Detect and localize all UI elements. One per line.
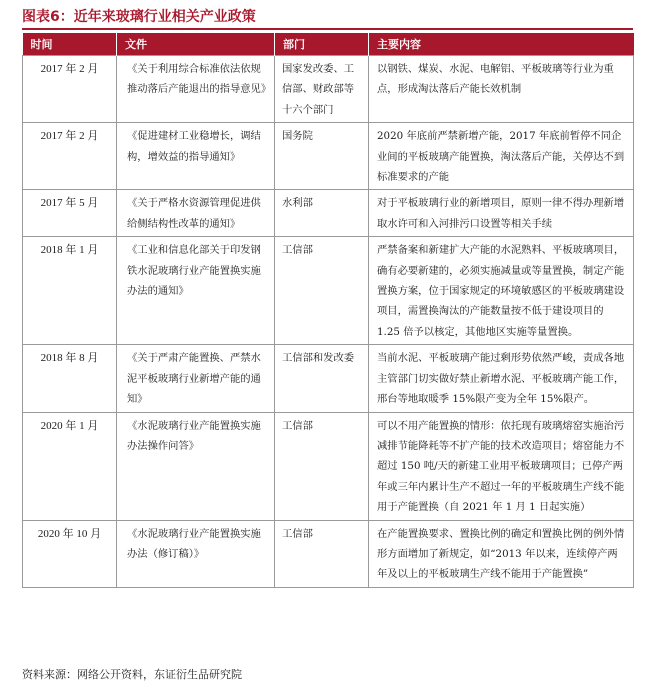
header-content: 主要内容 [369, 33, 634, 56]
cell-time: 2020 年 1 月 [23, 412, 117, 520]
cell-dept: 国家发改委、工信部、财政部等十六个部门 [275, 56, 369, 123]
cell-dept: 工信部 [275, 520, 369, 587]
table-row [23, 123, 634, 190]
cell-dept: 工信部 [275, 412, 369, 520]
cell-dept: 工信部和发改委 [275, 345, 369, 412]
cell-time: 2018 年 8 月 [23, 345, 117, 412]
cell-time: 2018 年 1 月 [23, 237, 117, 345]
cell-time: 2017 年 2 月 [23, 123, 117, 190]
cell-content: 在产能置换要求、置换比例的确定和置换比例的例外情形方面增加了新规定，如“2013 年以来，连续停产两年及以上的平板玻璃生产线不能用于产能置换” [369, 520, 634, 587]
cell-file: 《工业和信息化部关于印发钢铁水泥玻璃行业产能置换实施办法的通知》 [117, 237, 275, 345]
cell-file: 《关于严格水资源管理促进供给侧结构性改革的通知》 [117, 190, 275, 237]
cell-file: 《关于严肃产能置换、严禁水泥平板玻璃行业新增产能的通知》 [117, 345, 275, 412]
title-divider [22, 28, 633, 30]
figure-title: 图表6：近年来玻璃行业相关产业政策 [22, 9, 256, 25]
cell-content: 对于平板玻璃行业的新增项目，原则一律不得办理新增取水许可和入河排污口设置等相关手续 [369, 190, 634, 237]
header-dept: 部门 [275, 33, 369, 56]
cell-content: 当前水泥、平板玻璃产能过剩形势依然严峻，责成各地主管部门切实做好禁止新增水泥、平板玻璃产能工作，邢台等地取暖季 15%限产变为全年 15%限产。 [369, 345, 634, 412]
cell-time: 2020 年 10 月 [23, 520, 117, 587]
policy-table [22, 33, 634, 588]
cell-time: 2017 年 5 月 [23, 190, 117, 237]
table-body [23, 56, 634, 588]
cell-time: 2017 年 2 月 [23, 56, 117, 123]
header-time: 时间 [23, 33, 117, 56]
table-row [23, 56, 634, 123]
cell-content: 严禁备案和新建扩大产能的水泥熟料、平板玻璃项目，确有必要新建的，必须实施减量或等量置换，制定产能置换方案，位于国家规定的环境敏感区的平板玻璃建设项目，需置换淘汰的产能数量按不低于建设项目的 1.25 倍予以核定，其他地区实施等量置换。 [369, 237, 634, 345]
table-row [23, 412, 634, 520]
cell-file: 《促进建材工业稳增长，调结构，增效益的指导通知》 [117, 123, 275, 190]
table-row [23, 520, 634, 587]
cell-dept: 国务院 [275, 123, 369, 190]
cell-file: 《水泥玻璃行业产能置换实施办法操作问答》 [117, 412, 275, 520]
table-row [23, 190, 634, 237]
cell-content: 可以不用产能置换的情形：依托现有玻璃熔窑实施治污减排节能降耗等不扩产能的技术改造项目；熔窑能力不超过 150 吨/天的新建工业用平板玻璃项目；已停产两年或三年内累计生产不超过一年的平板玻璃生产线不能用于产能置换（自 2021 年 1 月 1 日起实施） [369, 412, 634, 520]
cell-dept: 工信部 [275, 237, 369, 345]
table-row [23, 345, 634, 412]
table-header [23, 33, 634, 56]
source-note: 资料来源：网络公开资料，东证衍生品研究院 [22, 668, 242, 681]
cell-content: 2020 年底前严禁新增产能，2017 年底前暂停不同企业间的平板玻璃产能置换，淘汰落后产能，关停达不到标准要求的产能 [369, 123, 634, 190]
cell-file: 《水泥玻璃行业产能置换实施办法（修订稿）》 [117, 520, 275, 587]
table-row [23, 237, 634, 345]
cell-content: 以钢铁、煤炭、水泥、电解铝、平板玻璃等行业为重点，形成淘汰落后产能长效机制 [369, 56, 634, 123]
header-row [23, 33, 634, 56]
cell-dept: 水利部 [275, 190, 369, 237]
header-file: 文件 [117, 33, 275, 56]
cell-file: 《关于利用综合标准依法依规推动落后产能退出的指导意见》 [117, 56, 275, 123]
